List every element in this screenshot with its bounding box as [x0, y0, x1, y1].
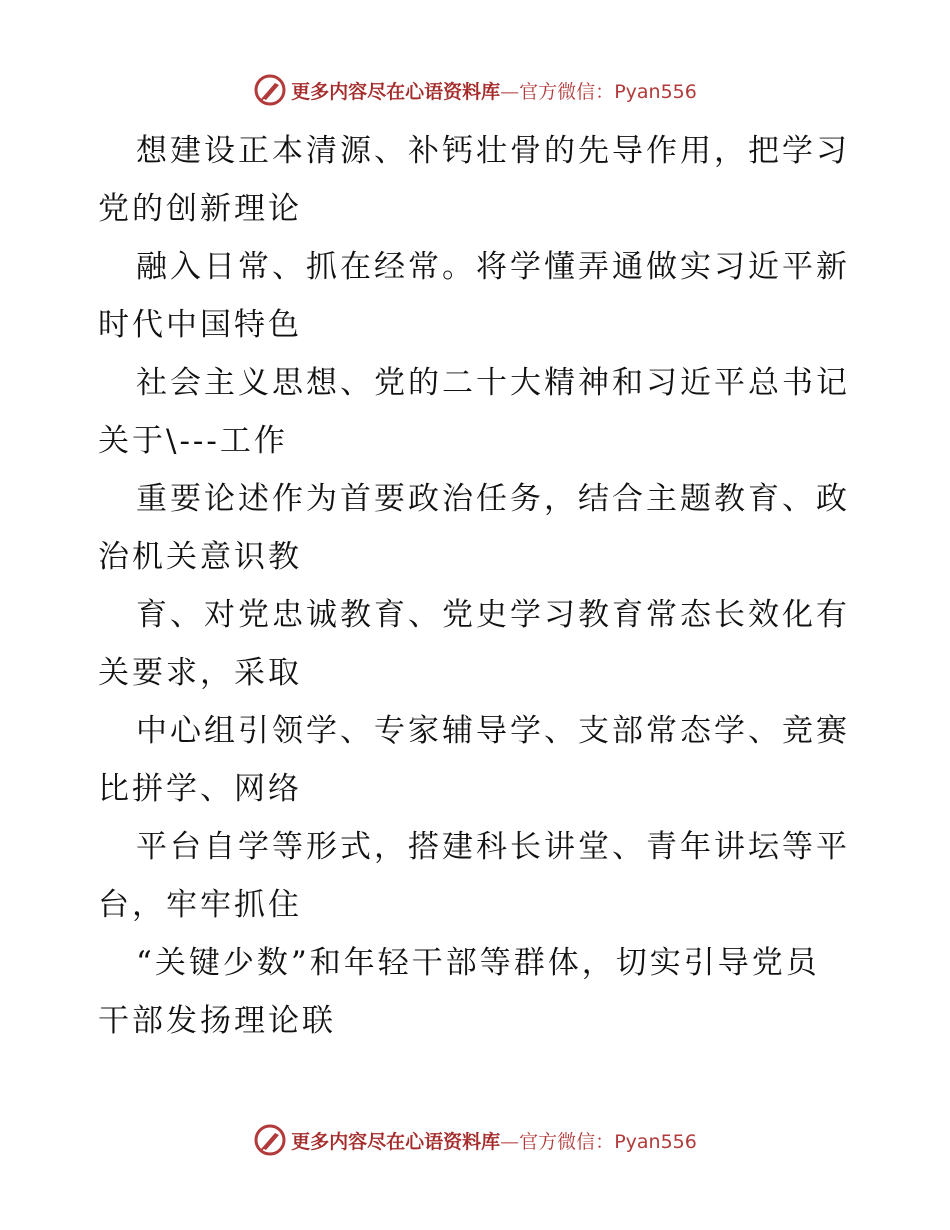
paragraph-2-line-1: 融入日常、抓在经常。将学懂弄通做实习近平新 — [136, 249, 850, 285]
paragraph-3-line-1: 社会主义思想、党的二十大精神和习近平总书记 — [136, 365, 850, 401]
header-banner-main: 更多内容尽在心语资料库 — [291, 80, 501, 103]
paragraph-2-line-2: 时代中国特色 — [98, 307, 302, 343]
paragraph-3-line-2: 关于\---工作 — [98, 423, 288, 459]
paragraph-5-line-2: 关要求，采取 — [98, 655, 302, 691]
paragraph-4-line-1: 重要论述作为首要政治任务，结合主题教育、政 — [136, 481, 850, 517]
footer-banner-text — [291, 1127, 697, 1154]
paragraph-6-line-1: 中心组引领学、专家辅导学、支部常态学、竞赛 — [136, 713, 850, 749]
paragraph-1-line-1: 想建设正本清源、补钙壮骨的先导作用，把学习 — [136, 133, 850, 169]
paragraph-6-line-2: 比拼学、网络 — [98, 771, 302, 807]
footer-banner-main: 更多内容尽在心语资料库 — [291, 1130, 501, 1153]
paragraph-1-line-2: 党的创新理论 — [98, 191, 302, 227]
quill-logo-icon — [253, 1123, 287, 1157]
paragraph-8-line-2: 干部发扬理论联 — [98, 1003, 336, 1039]
footer-banner — [0, 1120, 950, 1160]
paragraph-7-line-1: 平台自学等形式，搭建科长讲堂、青年讲坛等平 — [136, 829, 850, 865]
paragraph-5-line-1: 育、对党忠诚教育、党史学习教育常态长效化有 — [136, 597, 850, 633]
paragraph-7-line-2: 台，牢牢抓住 — [98, 887, 302, 923]
header-banner-id: Pyan556 — [614, 80, 697, 103]
document-body — [98, 122, 858, 1050]
footer-banner-id: Pyan556 — [614, 1130, 697, 1153]
paragraph-8-line-1: “关键少数”和年轻干部等群体，切实引导党员 — [136, 945, 820, 981]
footer-banner-dash: — — [500, 1130, 520, 1153]
paragraph-4-line-2: 治机关意识教 — [98, 539, 302, 575]
header-banner — [0, 70, 950, 110]
footer-banner-suffix: 官方微信： — [519, 1130, 615, 1153]
header-banner-text — [291, 77, 697, 104]
header-banner-suffix: 官方微信： — [519, 80, 615, 103]
header-banner-dash: — — [500, 80, 520, 103]
quill-logo-icon — [253, 73, 287, 107]
